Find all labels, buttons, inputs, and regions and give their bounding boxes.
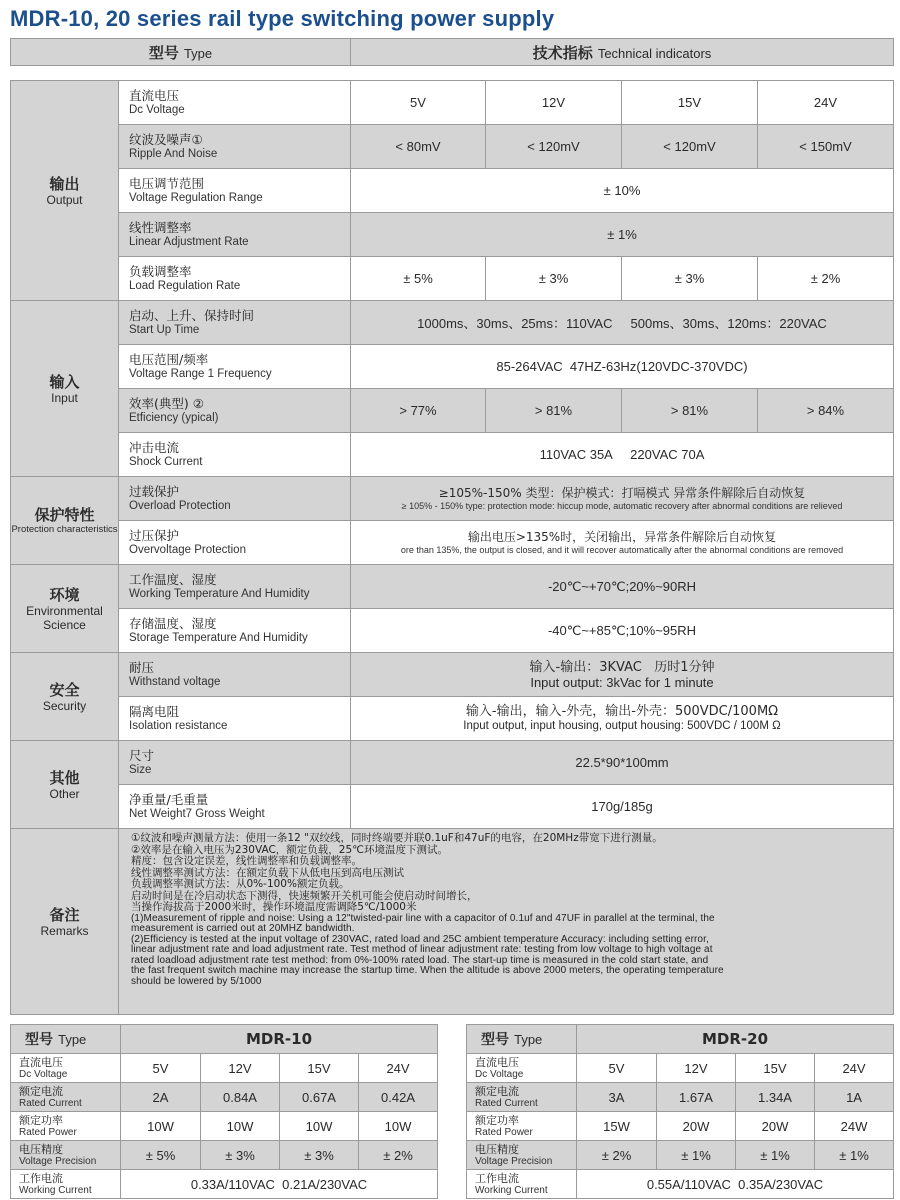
mdr10-model: MDR-10 [121, 1025, 438, 1054]
value-cell: 5V [351, 81, 486, 125]
value-line-en: Input output, input housing, output housing: 500VDC / 100M Ω [463, 719, 781, 732]
value-cell: ± 5% [351, 257, 486, 301]
value-line-cn: 输入-输出，输入-外壳，输出-外壳：500VDC/100MΩ [465, 703, 779, 719]
category-other [11, 741, 119, 829]
tech-header-en: Technical indicators [597, 45, 712, 61]
param-isolation [119, 697, 351, 741]
value-cell: 15V [736, 1054, 815, 1083]
row-load-regulation [11, 257, 894, 301]
param-en: Ripple And Noise [129, 147, 218, 160]
mdr20-type-en: Type [514, 1032, 543, 1047]
value-cell: ± 10% [351, 169, 894, 213]
mdr20-row [467, 1054, 894, 1083]
category-security [11, 653, 119, 741]
value-cell: 5V [577, 1054, 657, 1083]
param-en: Dc Voltage [129, 103, 185, 116]
param-en: Voltage Regulation Range [129, 191, 263, 204]
category-environment-en: Environmental [26, 603, 103, 618]
mdr20-param [467, 1054, 577, 1083]
value-cell: 1A [815, 1083, 894, 1112]
remark-line: (1)Measurement of ripple and noise: Using a 12"twisted-pair line with a capacitor of 0.1uf and 47UF in parallel at the terminal, the [131, 912, 715, 924]
remark-line: the fast frequent switch machine may increase the startup time. When the altitude is above 2000 meters, the operating temperature [131, 965, 724, 976]
param-en: Voltage Precision [19, 1155, 97, 1167]
value-cell: ± 3% [486, 257, 622, 301]
category-input-en: Input [51, 390, 78, 405]
value-line-en: Input output: 3kVac for 1 minute [530, 674, 714, 690]
value-cell [351, 477, 894, 521]
remark-line: ①纹波和噪声测量方法：使用一条12 "双绞线，同时终端要并联0.1uF和47uF的电容，在20MHz带宽下进行测量。 [131, 832, 663, 844]
value-cell: 12V [657, 1054, 736, 1083]
row-isolation [11, 697, 894, 741]
remark-line: 启动时间是在冷启动状态下测得，快速频繁开关机可能会使启动时间增长， [131, 889, 478, 902]
row-efficiency [11, 389, 894, 433]
param-cn: 直流电压 [129, 87, 180, 103]
remark-line: 精度：包含设定误差，线性调整率和负载调整率。 [131, 855, 362, 867]
mdr20-row [467, 1170, 894, 1199]
value-cell: 1000ms、30ms、25ms：110VAC 500ms、30ms、120ms：220VAC [351, 301, 894, 345]
param-cn: 线性调整率 [129, 219, 192, 235]
mdr10-row [11, 1141, 438, 1170]
mdr20-row [467, 1141, 894, 1170]
remark-line: measurement is carried out at 20MHZ bandwidth. [131, 923, 355, 934]
mdr10-type-en: Type [58, 1032, 87, 1047]
param-cn: 直流电压 [19, 1055, 63, 1069]
mdr10-type-cn: 型号 [25, 1032, 53, 1048]
remark-line: rated loadload adjustment rate test method: from 0%-100% rated load. The start-up time is measured in the cold start state, and [131, 954, 709, 966]
param-cn: 额定功率 [475, 1113, 519, 1127]
param-cn: 启动、上升、保持时间 [129, 307, 255, 323]
param-cn: 电压范围/频率 [129, 351, 209, 367]
category-environment-cn: 环境 [49, 585, 80, 604]
mdr20-row [467, 1083, 894, 1112]
page-title: MDR-10, 20 series rail type switching power supply [10, 6, 555, 31]
param-shock-current [119, 433, 351, 477]
param-overload [119, 477, 351, 521]
value-cell: 0.67A [280, 1083, 359, 1112]
value-cell: > 84% [758, 389, 894, 433]
value-cell: 170g/185g [351, 785, 894, 829]
param-cn: 隔离电阻 [129, 703, 180, 719]
category-remarks-cn: 备注 [49, 905, 80, 924]
param-efficiency [119, 389, 351, 433]
value-cell: 5V [121, 1054, 201, 1083]
param-startup [119, 301, 351, 345]
value-cell: 24V [758, 81, 894, 125]
value-cell: 2A [121, 1083, 201, 1112]
row-working-temp [11, 565, 894, 609]
param-cn: 冲击电流 [129, 439, 180, 455]
category-protection [11, 477, 119, 565]
value-cell: ± 2% [577, 1141, 657, 1170]
param-en: Storage Temperature And Humidity [129, 631, 308, 644]
param-en: Dc Voltage [19, 1068, 68, 1080]
param-cn: 工作电流 [19, 1171, 63, 1185]
value-cell: ± 1% [815, 1141, 894, 1170]
remark-line: 当操作海拔高于2000米时，操作环境温度需调降5℃/1000米 [131, 901, 417, 913]
mdr20-param [467, 1083, 577, 1112]
param-ripple [119, 125, 351, 169]
value-cell: 10W [121, 1112, 201, 1141]
param-cn: 尺寸 [129, 747, 155, 763]
value-cell: -20℃~+70℃;20%~90RH [351, 565, 894, 609]
value-cell: 12V [486, 81, 622, 125]
value-line-en: ore than 135%, the output is closed, and it will recover automatically after the abnormal conditions are removed [400, 544, 844, 555]
param-cn: 净重量/毛重量 [129, 791, 209, 807]
mdr10-row [11, 1083, 438, 1112]
value-cell: 15V [280, 1054, 359, 1083]
param-en: Working Current [475, 1184, 548, 1196]
mdr10-header-row [11, 1025, 438, 1054]
param-en: Overvoltage Protection [129, 543, 246, 556]
param-en: Overload Protection [129, 499, 231, 512]
row-remarks [11, 829, 894, 1015]
row-voltage-regulation [11, 169, 894, 213]
value-cell: < 120mV [486, 125, 622, 169]
value-line-cn: ≥105%-150% 类型：保护模式：打嗝模式 异常条件解除后自动恢复 [438, 485, 806, 500]
category-input-cn: 输入 [49, 372, 80, 391]
mdr20-model: MDR-20 [577, 1025, 894, 1054]
value-cell: 24V [815, 1054, 894, 1083]
row-ripple [11, 125, 894, 169]
value-cell: 22.5*90*100mm [351, 741, 894, 785]
param-cn: 额定电流 [19, 1084, 63, 1098]
param-weight [119, 785, 351, 829]
value-cell: ± 1% [351, 213, 894, 257]
value-cell: 110VAC 35A 220VAC 70A [351, 433, 894, 477]
param-load-regulation [119, 257, 351, 301]
category-output-cn: 输出 [49, 174, 80, 193]
header-table [10, 38, 894, 66]
param-cn: 负载调整率 [129, 263, 192, 279]
param-voltage-range [119, 345, 351, 389]
mdr20-param [467, 1112, 577, 1141]
category-security-en: Security [42, 698, 87, 713]
category-security-cn: 安全 [49, 680, 80, 699]
remark-line: should be lowered by 5/1000 [131, 975, 262, 987]
param-cn: 电压调节范围 [129, 175, 205, 191]
value-cell: 85-264VAC 47HZ-63Hz(120VDC-370VDC) [351, 345, 894, 389]
value-cell: 12V [201, 1054, 280, 1083]
param-cn: 工作温度、湿度 [129, 571, 217, 587]
remarks-text [119, 829, 894, 1015]
value-cell: 10W [280, 1112, 359, 1141]
value-cell: ± 2% [758, 257, 894, 301]
value-cell: 20W [736, 1112, 815, 1141]
row-voltage-range [11, 345, 894, 389]
value-cell: 20W [657, 1112, 736, 1141]
value-cell: 0.42A [359, 1083, 438, 1112]
row-startup [11, 301, 894, 345]
param-cn: 效率(典型) ② [129, 395, 204, 411]
remark-line: 线性调整率测试方法：在额定负载下从低电压到高电压测试 [131, 866, 404, 879]
value-cell: ± 3% [622, 257, 758, 301]
category-other-cn: 其他 [49, 768, 80, 787]
row-storage-temp [11, 609, 894, 653]
category-remarks-en: Remarks [40, 923, 89, 938]
param-cn: 额定电流 [475, 1084, 519, 1098]
param-en: Rated Power [19, 1126, 77, 1138]
value-line-cn: 输出电压>135%时，关闭输出，异常条件解除后自动恢复 [467, 529, 777, 544]
value-cell: > 81% [622, 389, 758, 433]
value-cell: -40℃~+85℃;10%~95RH [351, 609, 894, 653]
value-cell: < 80mV [351, 125, 486, 169]
param-en: Etficiency (ypical) [129, 411, 219, 424]
param-en: Withstand voltage [129, 675, 221, 688]
param-en: Start Up Time [129, 323, 200, 336]
value-cell: 1.67A [657, 1083, 736, 1112]
param-linear-adjustment [119, 213, 351, 257]
param-en: Load Regulation Rate [129, 279, 241, 292]
category-output-en: Output [46, 192, 83, 207]
value-cell [351, 521, 894, 565]
param-en: Voltage Precision [475, 1155, 553, 1167]
mdr10-param [11, 1083, 121, 1112]
param-en: Size [129, 763, 152, 776]
param-en: Net Weight7 Gross Weight [129, 807, 265, 820]
type-header-cn: 型号 [148, 43, 179, 62]
row-withstand [11, 653, 894, 697]
param-withstand [119, 653, 351, 697]
category-protection-cn: 保护特性 [34, 505, 95, 524]
value-line-cn: 输入-输出：3KVAC 历时1分钟 [529, 659, 715, 675]
mdr10-param [11, 1112, 121, 1141]
param-en: Working Current [19, 1184, 92, 1196]
param-overvoltage [119, 521, 351, 565]
mdr20-type-header [467, 1025, 577, 1054]
value-cell: 10W [201, 1112, 280, 1141]
param-cn: 耐压 [129, 659, 155, 675]
param-en: Dc Voltage [475, 1068, 524, 1080]
param-cn: 电压精度 [19, 1142, 63, 1156]
mdr20-header-row [467, 1025, 894, 1054]
mdr20-param [467, 1141, 577, 1170]
param-en: Working Temperature And Humidity [129, 587, 310, 600]
mdr20-table [466, 1024, 894, 1199]
value-cell: 10W [359, 1112, 438, 1141]
param-en: Isolation resistance [129, 719, 228, 732]
category-output [11, 81, 119, 301]
category-remarks [11, 829, 119, 1015]
param-cn: 电压精度 [475, 1142, 519, 1156]
value-cell: 0.33A/110VAC 0.21A/230VAC [121, 1170, 438, 1199]
value-cell [351, 653, 894, 697]
param-working-temp [119, 565, 351, 609]
param-storage-temp [119, 609, 351, 653]
mdr10-table [10, 1024, 438, 1199]
row-linear-adjustment [11, 213, 894, 257]
row-overvoltage [11, 521, 894, 565]
param-cn: 存储温度、湿度 [129, 615, 217, 631]
remark-line: ②效率是在输入电压为230VAC，额定负载，25℃环境温度下测试。 [131, 843, 448, 856]
type-header [11, 39, 351, 66]
category-other-en: Other [49, 786, 80, 801]
value-cell: 0.84A [201, 1083, 280, 1112]
value-cell [351, 697, 894, 741]
mdr10-row [11, 1170, 438, 1199]
value-line-en: ≥ 105% - 150% type: protection mode: hiccup mode, automatic recovery after abnormal conditions are relieved [401, 500, 843, 511]
mdr20-param [467, 1170, 577, 1199]
param-cn: 过载保护 [129, 483, 180, 499]
row-dc-voltage [11, 81, 894, 125]
value-cell: < 120mV [622, 125, 758, 169]
mdr10-row [11, 1054, 438, 1083]
param-size [119, 741, 351, 785]
category-environment-en: Science [43, 617, 86, 632]
param-en: Linear Adjustment Rate [129, 235, 249, 248]
remark-line: 负载调整率测试方法：从0%-100%额定负载。 [131, 878, 350, 890]
value-cell: 1.34A [736, 1083, 815, 1112]
category-input [11, 301, 119, 477]
value-cell: ± 1% [657, 1141, 736, 1170]
value-cell: ± 3% [280, 1141, 359, 1170]
row-size [11, 741, 894, 785]
category-protection-en: Protection characteristics [11, 523, 118, 535]
mdr10-param [11, 1054, 121, 1083]
spec-table [10, 80, 894, 1015]
param-en: Shock Current [129, 455, 203, 468]
mdr10-param [11, 1170, 121, 1199]
remark-line: (2)Efficiency is tested at the input voltage of 230VAC, rated load and 25C ambient temperature Accuracy: including setting error, [131, 933, 709, 945]
value-cell: > 81% [486, 389, 622, 433]
param-cn: 工作电流 [475, 1171, 519, 1185]
category-environment [11, 565, 119, 653]
value-cell: ± 3% [201, 1141, 280, 1170]
value-cell: > 77% [351, 389, 486, 433]
value-cell: 3A [577, 1083, 657, 1112]
param-voltage-regulation [119, 169, 351, 213]
type-header-en: Type [183, 45, 213, 61]
row-shock-current [11, 433, 894, 477]
param-cn: 额定功率 [19, 1113, 63, 1127]
param-dc-voltage [119, 81, 351, 125]
value-cell: ± 5% [121, 1141, 201, 1170]
mdr10-row [11, 1112, 438, 1141]
param-en: Voltage Range 1 Frequency [129, 367, 272, 380]
mdr10-param [11, 1141, 121, 1170]
param-en: Rated Power [475, 1126, 533, 1138]
param-cn: 直流电压 [475, 1055, 519, 1069]
value-cell: < 150mV [758, 125, 894, 169]
param-en: Rated Current [475, 1097, 538, 1109]
mdr20-row [467, 1112, 894, 1141]
param-cn: 纹波及噪声① [129, 131, 203, 147]
value-cell: 15W [577, 1112, 657, 1141]
value-cell: 0.55A/110VAC 0.35A/230VAC [577, 1170, 894, 1199]
value-cell: 24W [815, 1112, 894, 1141]
mdr20-type-cn: 型号 [481, 1032, 509, 1048]
tech-header-cn: 技术指标 [532, 43, 593, 62]
value-cell: 24V [359, 1054, 438, 1083]
value-cell: ± 1% [736, 1141, 815, 1170]
value-cell: 15V [622, 81, 758, 125]
param-cn: 过压保护 [129, 527, 180, 543]
row-overload [11, 477, 894, 521]
value-cell: ± 2% [359, 1141, 438, 1170]
mdr10-type-header [11, 1025, 121, 1054]
tech-header [351, 39, 894, 66]
remark-line: linear adjustment rate and load adjustment rate. Test method of linear adjustment rate: testing from low voltage to high voltage at [131, 944, 713, 955]
param-en: Rated Current [19, 1097, 82, 1109]
row-weight [11, 785, 894, 829]
